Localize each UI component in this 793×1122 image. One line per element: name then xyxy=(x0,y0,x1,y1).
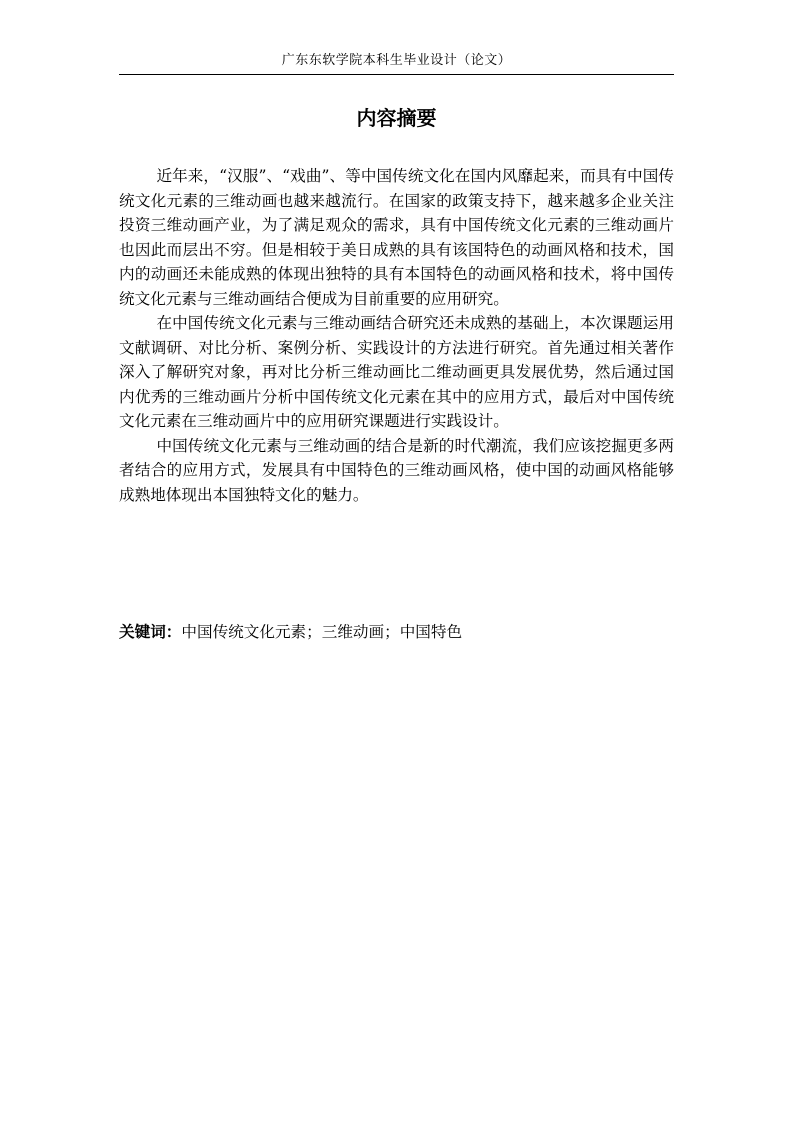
abstract-title: 内容摘要 xyxy=(356,106,437,130)
abstract-paragraph-2: 在中国传统文化元素与三维动画结合研究还未成熟的基础上，本次课题运用文献调研、对比分析、案例分析、实践设计的方法进行研究。首先通过相关著作深入了解研究对象，再对比分析三维动画比二维动画更具发展优势，然后通过国内优秀的三维动画片分析中国传统文化元素在其中的应用方式，最后对中国传统文化元素在三维动画片中的应用研究课题进行实践设计。 xyxy=(119,314,674,430)
abstract-body xyxy=(119,164,674,507)
abstract-paragraph-3: 中国传统文化元素与三维动画的结合是新的时代潮流，我们应该挖掘更多两者结合的应用方式，发展具有中国特色的三维动画风格，使中国的动画风格能够成熟地体现出本国独特文化的魅力。 xyxy=(119,436,674,504)
abstract-paragraph-1: 近年来，“汉服”、“戏曲”、等中国传统文化在国内风靡起来，而具有中国传统文化元素的三维动画也越来越流行。在国家的政策支持下，越来越多企业关注投资三维动画产业，为了满足观众的需求，具有中国传统文化元素的三维动画片也因此而层出不穷。但是相较于美日成熟的具有该国特色的动画风格和技术，国内的动画还未能成熟的体现出独特的具有本国特色的动画风格和技术，将中国传统文化元素与三维动画结合便成为目前重要的应用研究。 xyxy=(119,167,674,308)
header-rule xyxy=(119,74,674,75)
running-header: 广东东软学院本科生毕业设计（论文） xyxy=(281,53,512,68)
keywords-line xyxy=(119,620,674,644)
keywords-text: 中国传统文化元素；三维动画；中国特色 xyxy=(181,623,463,641)
keywords-label: 关键词： xyxy=(119,623,182,641)
